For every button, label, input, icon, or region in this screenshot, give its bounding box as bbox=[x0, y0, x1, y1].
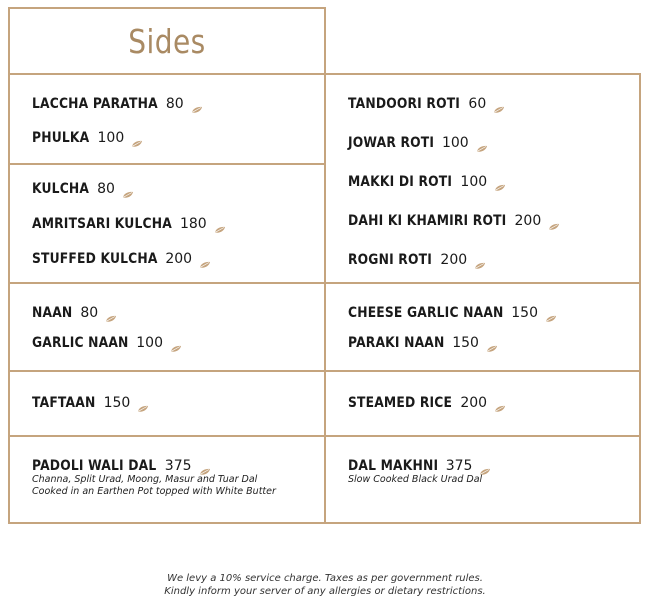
item-name: PARAKI NAAN bbox=[348, 335, 445, 351]
item-name: ROGNI ROTI bbox=[348, 252, 432, 268]
section-dal-left bbox=[8, 435, 326, 524]
section-breads-1 bbox=[8, 73, 326, 165]
menu-item bbox=[32, 130, 143, 146]
item-name: JOWAR ROTI bbox=[348, 135, 435, 151]
section-rotis bbox=[324, 73, 641, 284]
leaf-icon bbox=[479, 463, 491, 470]
leaf-icon bbox=[199, 463, 211, 470]
menu-item bbox=[348, 335, 498, 351]
item-name: TANDOORI ROTI bbox=[348, 96, 461, 112]
item-price: 200 bbox=[514, 213, 542, 229]
description-line: Slow Cooked Black Urad Dal bbox=[348, 474, 483, 485]
menu-item bbox=[348, 305, 557, 321]
menu-item bbox=[348, 213, 560, 229]
item-price: 100 bbox=[136, 335, 163, 351]
item-price: 80 bbox=[165, 96, 184, 112]
menu-item bbox=[348, 174, 506, 190]
leaf-icon bbox=[137, 400, 149, 407]
menu-item bbox=[348, 395, 506, 411]
item-description bbox=[32, 474, 276, 498]
leaf-icon bbox=[494, 400, 506, 407]
menu-item bbox=[32, 251, 211, 267]
item-price: 200 bbox=[440, 252, 468, 268]
item-price: 200 bbox=[460, 395, 488, 411]
service-charge-note: We levy a 10% service charge. Taxes as per government rules. bbox=[167, 573, 483, 584]
item-price: 60 bbox=[468, 96, 487, 112]
item-price: 100 bbox=[460, 174, 488, 190]
item-name: PADOLI WALI DAL bbox=[32, 458, 157, 474]
section-naan-left bbox=[8, 282, 326, 372]
menu-item bbox=[32, 335, 182, 351]
menu-item bbox=[32, 181, 134, 197]
item-name: DAL MAKHNI bbox=[348, 458, 439, 474]
item-name: GARLIC NAAN bbox=[32, 335, 129, 351]
item-price: 375 bbox=[164, 458, 192, 474]
item-price: 100 bbox=[441, 135, 469, 151]
item-name: CHEESE GARLIC NAAN bbox=[348, 305, 504, 321]
item-price: 100 bbox=[97, 130, 125, 146]
item-price: 150 bbox=[452, 335, 479, 351]
leaf-icon bbox=[170, 340, 182, 347]
leaf-icon bbox=[191, 101, 203, 108]
leaf-icon bbox=[122, 186, 134, 193]
leaf-icon bbox=[493, 101, 505, 108]
item-name: STEAMED RICE bbox=[348, 395, 453, 411]
section-breads-2 bbox=[8, 163, 326, 284]
item-price: 180 bbox=[179, 216, 207, 232]
allergy-note: Kindly inform your server of any allergies or dietary restrictions. bbox=[164, 586, 486, 597]
section-naan-right bbox=[324, 282, 641, 372]
menu-item bbox=[348, 96, 505, 112]
leaf-icon bbox=[545, 310, 557, 317]
menu-item bbox=[348, 458, 491, 474]
item-price: 200 bbox=[165, 251, 193, 267]
description-line: Cooked in an Earthen Pot topped with White Butter bbox=[32, 486, 276, 497]
item-name: NAAN bbox=[32, 305, 73, 321]
menu-item bbox=[32, 216, 226, 232]
item-price: 150 bbox=[511, 305, 538, 321]
section-dal-right bbox=[324, 435, 641, 524]
section-taftaan bbox=[8, 370, 326, 437]
item-price: 80 bbox=[97, 181, 115, 197]
menu-item bbox=[32, 96, 203, 112]
leaf-icon bbox=[474, 257, 486, 264]
menu-item bbox=[32, 305, 117, 321]
item-name: AMRITSARI KULCHA bbox=[32, 216, 172, 232]
leaf-icon bbox=[105, 310, 117, 317]
item-name: TAFTAAN bbox=[32, 395, 96, 411]
menu-item bbox=[32, 395, 149, 411]
leaf-icon bbox=[131, 135, 143, 142]
item-name: LACCHA PARATHA bbox=[32, 96, 158, 112]
item-description bbox=[348, 474, 482, 486]
item-price: 150 bbox=[103, 395, 131, 411]
leaf-icon bbox=[214, 221, 226, 228]
title-box bbox=[8, 7, 326, 75]
item-price: 375 bbox=[445, 458, 473, 474]
leaf-icon bbox=[548, 218, 560, 225]
item-name: STUFFED KULCHA bbox=[32, 251, 158, 267]
leaf-icon bbox=[486, 340, 498, 347]
leaf-icon bbox=[494, 179, 506, 186]
item-name: KULCHA bbox=[32, 181, 90, 197]
description-line: Channa, Split Urad, Moong, Masur and Tuar Dal bbox=[32, 474, 258, 485]
footer-note bbox=[0, 572, 650, 598]
item-price: 80 bbox=[80, 305, 99, 321]
menu-item bbox=[32, 458, 211, 474]
item-name: DAHI KI KHAMIRI ROTI bbox=[348, 213, 507, 229]
menu-title: Sides bbox=[128, 22, 206, 61]
menu-item bbox=[348, 135, 488, 151]
item-name: PHULKA bbox=[32, 130, 90, 146]
leaf-icon bbox=[199, 256, 211, 263]
section-rice bbox=[324, 370, 641, 437]
item-name: MAKKI DI ROTI bbox=[348, 174, 453, 190]
menu-item bbox=[348, 252, 486, 268]
leaf-icon bbox=[476, 140, 488, 147]
